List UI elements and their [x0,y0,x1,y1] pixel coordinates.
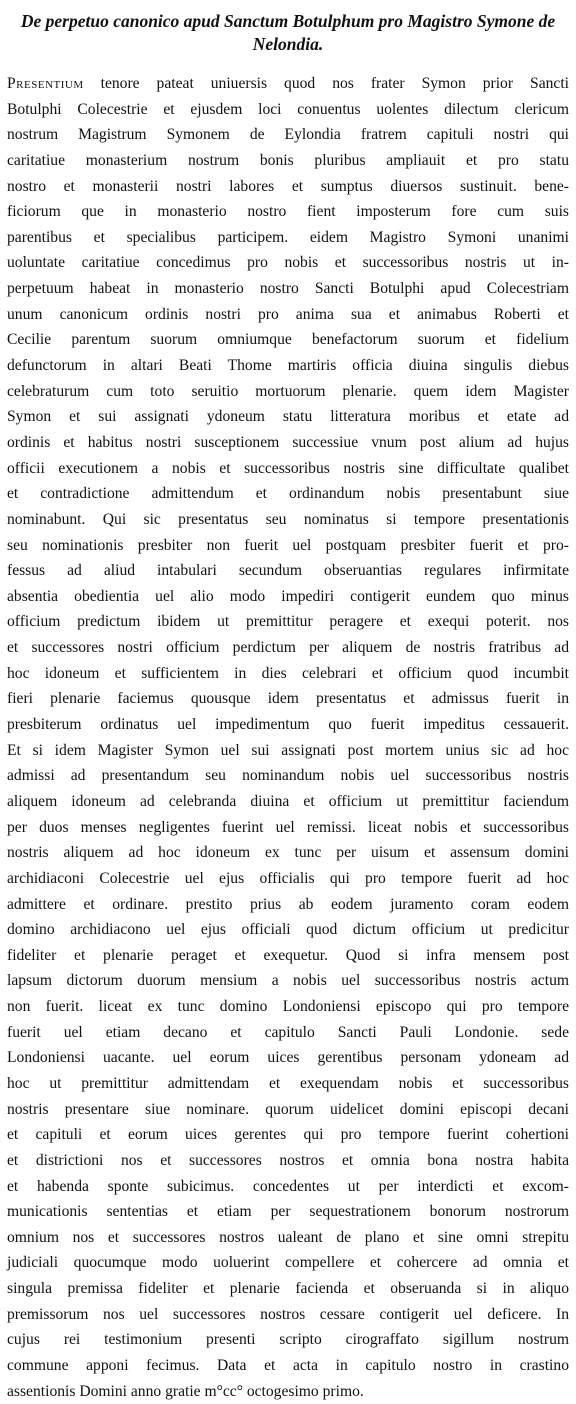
text-line: fuerit uel etiam decano et capitulo Sancti Pauli Londonie. sede [7,1023,569,1041]
text-line: officium predictum ibidem ut premittitur peragere et exequi poterit. nos [7,613,569,631]
text-line: archidiaconi Colecestrie uel ejus officialis qui pro tempore fuerit ad hoc [7,869,569,887]
text-line: absentia obedientia uel alio modo impediri contigerit eundem quo minus [7,587,569,605]
text-line: hoc idoneum et sufficientem in dies celebrari et officium quod incumbit [7,664,569,682]
text-line: fessus ad aliud intabulari secundum obseruantias regulares infirmitate [7,562,569,580]
text-line: municationis sententias et etiam per sequestrationem bonorum nostrorum [7,1203,569,1221]
title-line-1: De perpetuo canonico apud Sanctum Botulphum pro Magistro Symone de [20,11,556,31]
text-line: lapsum dictorum duorum mensium a nobis uel successoribus nostris actum [7,972,569,990]
text-line: et habenda sponte subicimus. concedentes ut per interdicti et excom- [7,1177,569,1195]
text-line: aliquem idoneum ad celebranda diuina et officium ut premittitur faciendum [7,792,569,810]
document-body [7,71,569,1404]
text-line: Botulphi Colecestrie et ejusdem loci conuentus uolentes dilectum clericum [7,100,569,118]
text-line: Cecilie parentum suorum omniumque benefactorum suorum et fidelium [7,331,569,349]
text-line: assentionis Domini anno gratie m°cc° octogesimo primo. [7,1382,364,1400]
text-line: singula premissa fideliter et plenarie facienda et obseruanda si in aliquo [7,1280,569,1298]
text-line: per duos menses negligentes fuerint uel remissi. liceat nobis et successoribus [7,818,569,836]
text-line: et contradictione admittendum et ordinandum nobis presentabunt siue [7,485,569,503]
text-line: caritatiue monasterium nostrum bonis pluribus ampliauit et pro statu [7,151,569,169]
text-line: ficiorum que in monasterio nostro fient imposterum fore cum suis [7,203,569,221]
text-line: defunctorum in altari Beati Thome martiris officia diuina singulis diebus [7,357,569,375]
text-line: unum canonicum ordinis nostri pro anima sua et animabus Roberti et [7,305,569,323]
title-line-2: Nelondia. [252,34,324,54]
text-line: et successores nostri officium perdictum per aliquem de nostris fratribus ad [7,639,569,657]
text-line: admissi ad presentandum seu nominandum nobis uel successoribus nostris [7,767,569,785]
text-line: presbiterum ordinatus uel impedimentum quo fuerit impeditus cessauerit. [7,716,569,734]
text-line [7,71,569,97]
text-line: hoc ut premittitur admittendam et exequendam nobis et successoribus [7,1074,569,1092]
text-line: fideliter et plenarie peraget et exequetur. Quod si infra mensem post [7,946,569,964]
document-title [16,10,560,56]
text-line: non fuerit. liceat ex tunc domino Londoniensi episcopo qui pro tempore [7,998,569,1016]
text-line: parentibus et specialibus participem. eidem Magistro Symoni unanimi [7,228,569,246]
text-line: uoluntate caritatiue concedimus pro nobis et successoribus nostris ut in- [7,254,569,272]
text-line: commune apponi fecimus. Data et acta in capitulo nostro in crastino [7,1357,569,1375]
text-line: et capituli et eorum uices gerentes qui pro tempore fuerint cohertioni [7,1126,569,1144]
opening-word: Presentium [7,75,84,92]
text-line: ordinis et habitus nostri susceptionem successiue vnum post alium ad hujus [7,433,569,451]
text-line: perpetuum habeat in monasterio nostro Sancti Botulphi apud Colecestriam [7,280,569,298]
text-line: celebraturum cum toto seruitio mortuorum plenarie. quem idem Magister [7,382,569,400]
line-text: tenore pateat uniuersis quod nos frater Symon prior Sancti [100,75,569,92]
text-line: nostris presentare siue nominare. quorum uidelicet domini episcopi decani [7,1100,569,1118]
text-line: nostris aliquem ad hoc idoneum ex tunc per uisum et assensum domini [7,844,569,862]
text-line: domino archidiacono uel ejus officiali quod dictum officium ut predicitur [7,921,569,939]
text-line: Et si idem Magister Symon uel sui assignati post mortem unius sic ad hoc [7,741,569,759]
text-line: premissorum nos uel successores nostros cessare contigerit uel deficere. In [7,1305,569,1323]
text-line: officii executionem a nobis et successoribus nostris sine difficultate qualibet [7,459,569,477]
text-line: Londoniensi uacante. uel eorum uices gerentibus personam ydoneam ad [7,1049,569,1067]
text-line: omnium nos et successores nostros ualeant de plano et sine omni strepitu [7,1228,569,1246]
text-line: nostrum Magistrum Symonem de Eylondia fratrem capituli nostri qui [7,126,569,144]
text-line: admittere et ordinare. prestito prius ab eodem juramento coram eodem [7,895,569,913]
text-line: nominabunt. Qui sic presentatus seu nominatus si tempore presentationis [7,510,569,528]
text-line: fieri plenarie faciemus quousque idem presentatus et admissus fuerit in [7,690,569,708]
text-line: nostro et monasterii nostri labores et sumptus diuersos sustinuit. bene- [7,177,569,195]
text-line: Symon et sui assignati ydoneum statu litteratura moribus et etate ad [7,408,569,426]
text-line: cujus rei testimonium presenti scripto cirograffato sigillum nostrum [7,1331,569,1349]
text-line: seu nominationis presbiter non fuerit uel postquam presbiter fuerit et pro- [7,536,569,554]
text-line: et districtioni nos et successores nostros et omnia bona nostra habita [7,1151,569,1169]
text-line: judiciali quocumque modo uoluerint compellere et cohercere ad omnia et [7,1254,569,1272]
